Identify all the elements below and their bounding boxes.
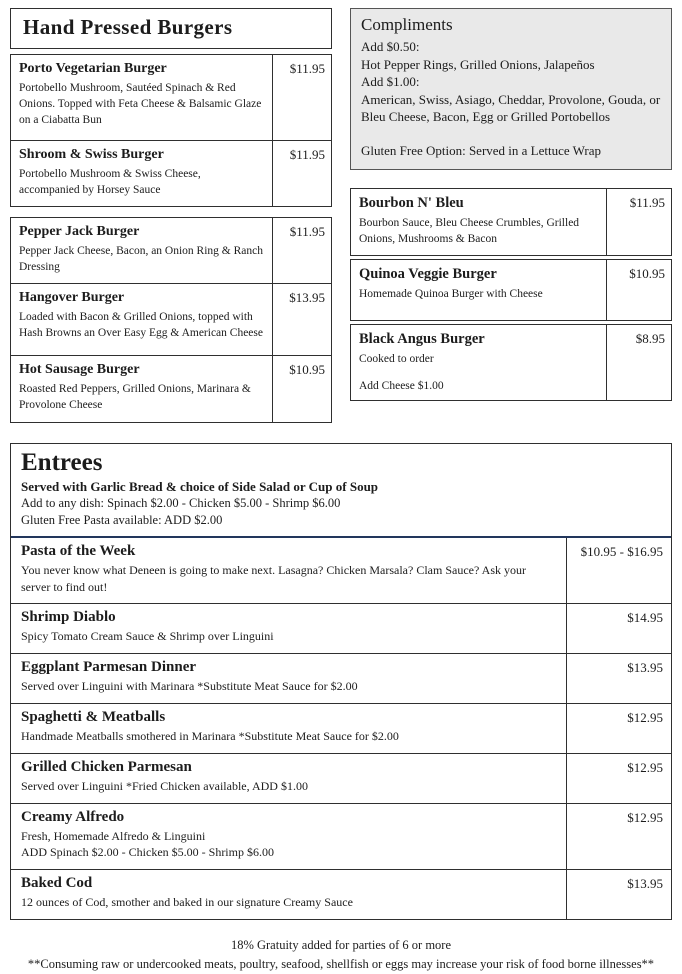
burgers-column <box>10 8 332 433</box>
burger-item-main <box>351 260 607 320</box>
burger-item-black-angus <box>350 324 672 400</box>
entree-item-main <box>11 654 567 703</box>
entrees-title: Entrees <box>21 448 103 476</box>
item-name: Porto Vegetarian Burger <box>19 61 167 76</box>
footer-gratuity-note: 18% Gratuity added for parties of 6 or more <box>230 938 452 953</box>
item-desc: Portobello Mushroom, Sautéed Spinach & Red Onions. Topped with Feta Cheese & Balsamic Glaze on a Ciabatta Bun <box>19 82 262 127</box>
item-desc: Spicy Tomato Cream Sauce & Shrimp over Linguini <box>21 629 274 644</box>
item-name: Spaghetti & Meatballs <box>21 709 166 726</box>
entrees-note-1: Add to any dish: Spinach $2.00 - Chicken $5.00 - Shrimp $6.00 <box>21 496 341 511</box>
item-price: $13.95 <box>627 876 663 892</box>
compliments-add-100-items: American, Swiss, Asiago, Cheddar, Provolone, Gouda, or Bleu Cheese, Bacon, Egg or Grilled Portobellos <box>361 91 661 125</box>
item-note: Add Cheese $1.00 <box>359 379 444 392</box>
burgers-section-title: Hand Pressed Burgers <box>23 15 233 39</box>
item-price: $13.95 <box>289 290 325 306</box>
item-price: $10.95 <box>629 266 665 282</box>
item-desc: Portobello Mushroom & Swiss Cheese, accompanied by Horsey Sauce <box>19 168 201 197</box>
item-price: $12.95 <box>627 809 663 825</box>
item-desc: Loaded with Bacon & Grilled Onions, topped with Hash Browns an Over Easy Egg & American Cheese <box>19 311 263 340</box>
entree-item-main <box>11 538 567 604</box>
right-column <box>350 8 672 433</box>
item-desc: Fresh, Homemade Alfredo & Linguini <box>21 828 206 843</box>
burger-item-main <box>351 325 607 399</box>
item-name: Black Angus Burger <box>359 331 485 348</box>
item-name: Shroom & Swiss Burger <box>19 147 164 162</box>
entrees-section <box>10 443 672 920</box>
burger-group-2 <box>10 217 332 422</box>
burger-item-main <box>11 55 273 140</box>
item-desc: Pepper Jack Cheese, Bacon, an Onion Ring & Ranch Dressing <box>19 245 263 274</box>
compliments-gluten-free: Gluten Free Option: Served in a Lettuce Wrap <box>361 142 602 158</box>
item-desc: You never know what Deneen is going to make next. Lasagna? Chicken Marsala? Clam Sauce? Ask your server to find out! <box>21 562 526 594</box>
burger-item-main <box>11 218 273 283</box>
item-name: Eggplant Parmesan Dinner <box>21 659 197 676</box>
compliments-add-050-label: Add $0.50: <box>361 39 420 54</box>
item-name: Grilled Chicken Parmesan <box>21 758 192 775</box>
item-price: $12.95 <box>627 759 663 775</box>
burger-item-quinoa-veggie <box>350 259 672 321</box>
item-desc: Served over Linguini *Fried Chicken available, ADD $1.00 <box>21 778 308 793</box>
entree-item-main <box>11 704 567 753</box>
footer-consumer-advisory: **Consuming raw or undercooked meats, poultry, seafood, shellfish or eggs may increase your risk of food borne illnesses** <box>27 956 655 971</box>
item-desc: Roasted Red Peppers, Grilled Onions, Marinara & Provolone Cheese <box>19 383 251 412</box>
item-price: $12.95 <box>627 710 663 726</box>
item-desc-2: ADD Spinach $2.00 - Chicken $5.00 - Shrimp $6.00 <box>21 845 274 860</box>
item-desc: Homemade Quinoa Burger with Cheese <box>359 288 543 301</box>
top-section <box>10 8 672 433</box>
compliments-add-100-label: Add $1.00: <box>361 74 420 90</box>
burger-group-1 <box>10 54 332 207</box>
item-price: $13.95 <box>627 660 663 676</box>
entree-item-main <box>11 804 567 870</box>
burger-item-main <box>11 356 273 421</box>
entrees-subtitle: Served with Garlic Bread & choice of Side Salad or Cup of Soup <box>21 478 379 494</box>
burger-item-main <box>351 189 607 255</box>
menu-footer <box>10 936 672 974</box>
item-desc: Bourbon Sauce, Bleu Cheese Crumbles, Grilled Onions, Mushrooms & Bacon <box>359 217 580 246</box>
entree-item-main <box>11 604 567 653</box>
entree-item-grilled-chicken-parmesan <box>11 753 671 803</box>
item-name: Pasta of the Week <box>21 542 136 559</box>
burger-item-main <box>11 141 273 206</box>
compliments-box <box>350 8 672 170</box>
entree-item-pasta-of-the-week <box>11 536 671 604</box>
item-name: Creamy Alfredo <box>21 808 125 825</box>
burger-item-porto-vegetarian <box>11 55 331 141</box>
entrees-header <box>11 444 671 536</box>
entree-item-main <box>11 754 567 803</box>
burger-item-shroom-swiss <box>11 141 331 206</box>
item-desc: Served over Linguini with Marinara *Substitute Meat Sauce for $2.00 <box>21 679 358 694</box>
item-price: $11.95 <box>289 224 325 240</box>
item-desc: Handmade Meatballs smothered in Marinara *Substitute Meat Sauce for $2.00 <box>21 729 399 744</box>
entree-item-baked-cod <box>11 869 671 919</box>
item-price: $8.95 <box>635 331 665 347</box>
burgers-title-box <box>10 8 332 49</box>
entree-item-creamy-alfredo <box>11 803 671 870</box>
item-price: $10.95 <box>289 362 325 378</box>
burger-item-bourbon-n-bleu <box>350 188 672 256</box>
item-name: Baked Cod <box>21 875 93 892</box>
burger-item-hangover <box>11 284 331 356</box>
burger-item-main <box>11 284 273 355</box>
item-desc: 12 ounces of Cod, smother and baked in our signature Creamy Sauce <box>21 895 353 910</box>
entree-item-shrimp-diablo <box>11 603 671 653</box>
item-name: Hot Sausage Burger <box>19 362 140 378</box>
item-price: $11.95 <box>289 147 325 162</box>
compliments-add-050-items: Hot Pepper Rings, Grilled Onions, Jalapeños <box>361 56 595 72</box>
item-price: $11.95 <box>289 61 325 76</box>
entrees-note-2: Gluten Free Pasta available: ADD $2.00 <box>21 512 223 527</box>
entree-item-spaghetti-meatballs <box>11 703 671 753</box>
entree-item-main <box>11 870 567 919</box>
compliments-spacer <box>361 126 661 142</box>
burger-item-pepper-jack <box>11 218 331 284</box>
burger-item-hot-sausage <box>11 356 331 421</box>
item-price: $10.95 - $16.95 <box>580 543 663 559</box>
entree-item-eggplant-parmesan <box>11 653 671 703</box>
item-name: Quinoa Veggie Burger <box>359 266 497 283</box>
item-name: Hangover Burger <box>19 290 125 306</box>
compliments-title: Compliments <box>361 15 453 34</box>
item-price: $14.95 <box>627 610 663 626</box>
item-price: $11.95 <box>629 195 665 211</box>
item-desc: Cooked to order <box>359 353 434 366</box>
item-name: Pepper Jack Burger <box>19 224 140 240</box>
item-name: Shrimp Diablo <box>21 609 116 626</box>
item-name: Bourbon N' Bleu <box>359 195 464 212</box>
